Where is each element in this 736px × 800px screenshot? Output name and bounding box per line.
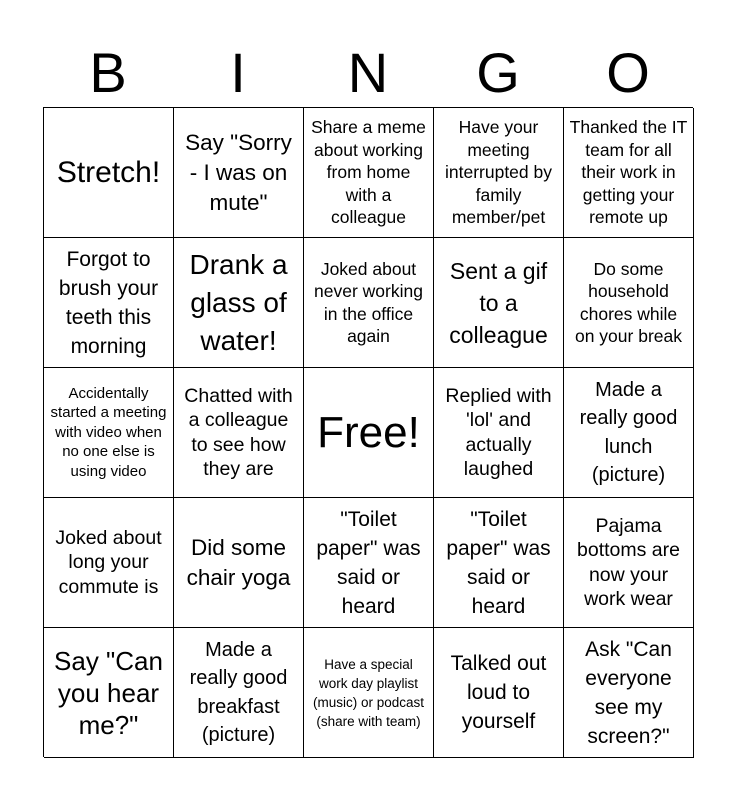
cell-text: Talked out loud to yourself	[450, 652, 547, 733]
cell-text: Say "Can you hear me?"	[54, 645, 163, 740]
header-letter-g: G	[476, 41, 520, 104]
cell-text: Say "Sorry - I was on mute"	[185, 129, 292, 215]
bingo-cell-r3-c2[interactable]	[174, 368, 304, 498]
cell-text: Forgot to brush your teeth this morning	[58, 247, 159, 358]
cell-text: Have your meeting interrupted by family member/pet	[444, 117, 552, 228]
cell-text: Thanked the IT team for all their work in getting your remote up	[569, 117, 688, 228]
cell-text: "Toilet paper" was said or heard	[316, 507, 421, 618]
cell-text: Drank a glass of water!	[189, 248, 288, 356]
bingo-cell-r4-c4[interactable]	[434, 498, 564, 628]
bingo-cell-r4-c3[interactable]	[304, 498, 434, 628]
cell-text: Accidentally started a meeting with video when no one else is using video	[50, 384, 167, 480]
bingo-cell-r2-c2[interactable]	[174, 238, 304, 368]
bingo-card-grid	[43, 107, 693, 757]
header-letter-o: O	[606, 41, 650, 104]
bingo-cell-r5-c4[interactable]	[434, 628, 564, 758]
bingo-cell-r5-c1[interactable]	[44, 628, 174, 758]
cell-text: Chatted with a colleague to see how they are	[184, 384, 293, 480]
bingo-cell-r2-c5[interactable]	[564, 238, 694, 368]
bingo-cell-r3-c3[interactable]	[304, 368, 434, 498]
bingo-cell-r3-c1[interactable]	[44, 368, 174, 498]
cell-text: Joked about never working in the office again	[314, 258, 423, 346]
bingo-header	[43, 40, 693, 106]
cell-text: Did some chair yoga	[186, 534, 291, 590]
cell-text: Joked about long your commute is	[55, 526, 162, 598]
cell-text: Pajama bottoms are now your work wear	[577, 514, 680, 610]
cell-text: Stretch!	[56, 155, 161, 189]
bingo-cell-r5-c3[interactable]	[304, 628, 434, 758]
cell-text: Sent a gif to a colleague	[449, 257, 548, 348]
bingo-cell-r5-c2[interactable]	[174, 628, 304, 758]
bingo-cell-r4-c1[interactable]	[44, 498, 174, 628]
bingo-cell-r2-c4[interactable]	[434, 238, 564, 368]
cell-text-free: Free!	[317, 407, 420, 457]
cell-text: Ask "Can everyone see my screen?"	[585, 637, 672, 748]
bingo-cell-r1-c1[interactable]	[44, 108, 174, 238]
cell-text: "Toilet paper" was said or heard	[446, 507, 551, 618]
bingo-cell-r1-c3[interactable]	[304, 108, 434, 238]
bingo-cell-r2-c3[interactable]	[304, 238, 434, 368]
bingo-cell-r4-c5[interactable]	[564, 498, 694, 628]
bingo-cell-r3-c4[interactable]	[434, 368, 564, 498]
bingo-cell-r1-c2[interactable]	[174, 108, 304, 238]
bingo-cell-r3-c5[interactable]	[564, 368, 694, 498]
bingo-cell-r2-c1[interactable]	[44, 238, 174, 368]
cell-text: Made a really good lunch (picture)	[579, 378, 678, 486]
cell-text: Made a really good breakfast (picture)	[189, 638, 288, 746]
cell-text: Share a meme about working from home with a colleague	[311, 117, 426, 228]
bingo-cell-r1-c5[interactable]	[564, 108, 694, 238]
bingo-cell-r5-c5[interactable]	[564, 628, 694, 758]
cell-text: Have a special work day playlist (music) or podcast (share with team)	[312, 656, 425, 729]
bingo-cell-r1-c4[interactable]	[434, 108, 564, 238]
header-letter-n: N	[347, 41, 389, 104]
header-letter-b: B	[89, 41, 127, 104]
bingo-cell-r4-c2[interactable]	[174, 498, 304, 628]
header-letter-i: I	[230, 41, 246, 104]
cell-text: Do some household chores while on your break	[574, 258, 682, 346]
cell-text: Replied with 'lol' and actually laughed	[445, 384, 552, 480]
